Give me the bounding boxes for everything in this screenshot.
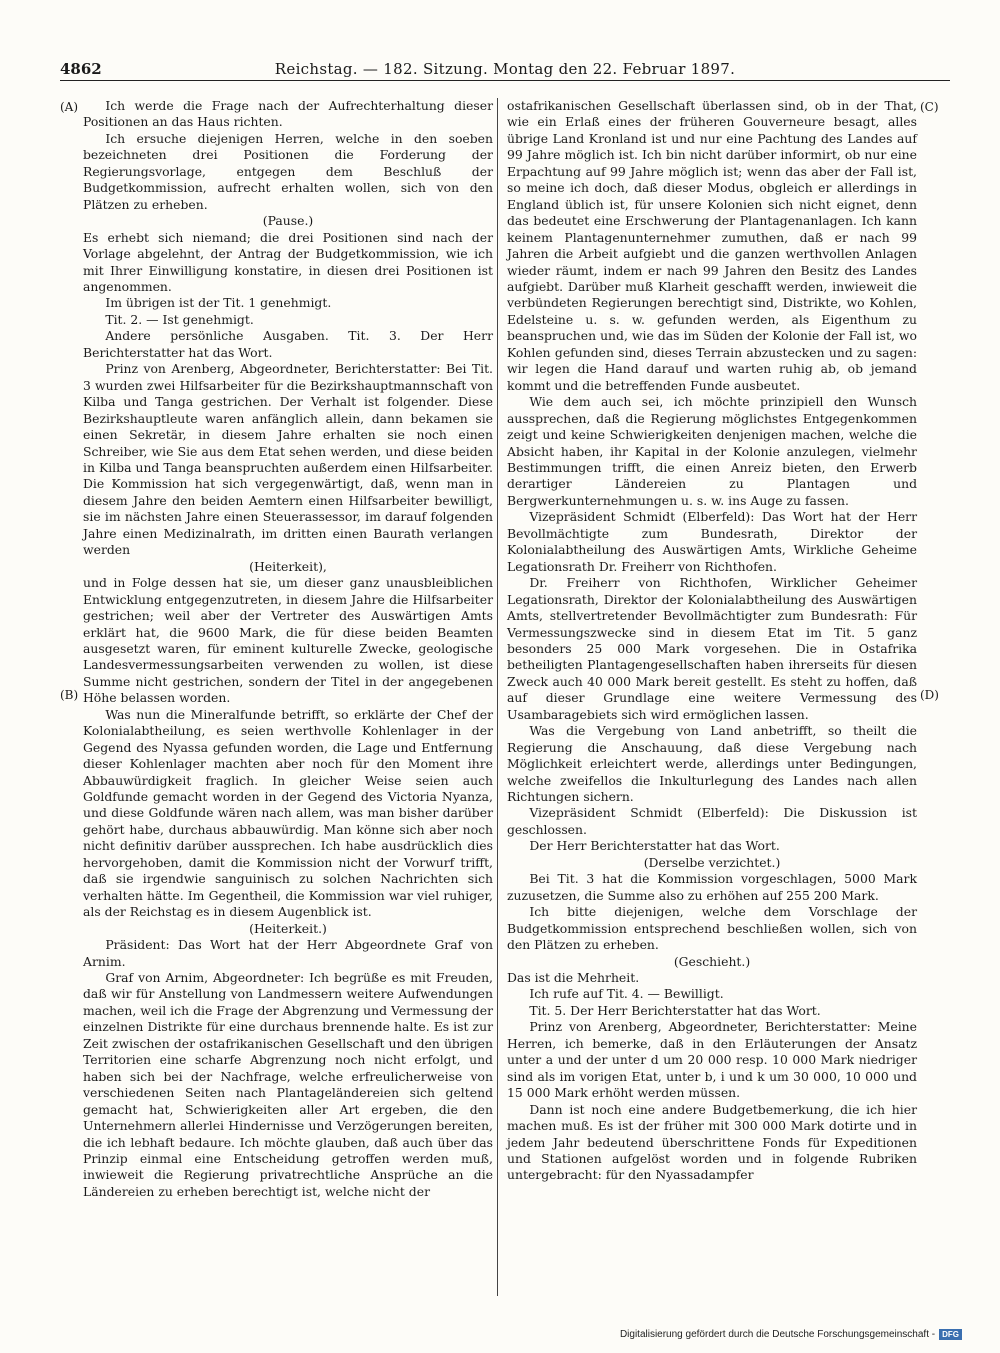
paragraph: Was nun die Mineralfunde betrifft, so erklärte der Chef der Kolonialabtheilung, es seien werthvolle Kohlenlager in der Gegend des Nyassa gefunden worden, die Lage und Entfernung dieser Kohlenlager machten aber noch für den Moment ihre Abbauwürdigkeit fraglich. In gleicher Weise seien auch Goldfunde gemacht worden in der Gegend des Victoria Nyanza, und diese Goldfunde wären nach allem, was man bisher darüber gehört habe, durchaus abbauwürdig. Man könne sich aber noch nicht definitiv darüber aussprechen. Ich habe ausdrücklich dies hervorgehoben, damit die Kommission nicht der Vorwurf trifft, daß sie irgendwie sanguinisch zu solchen Nachrichten sich verhalten hätte. Im Gegentheil, die Kommission war viel ruhiger, als der Reichstag es in diesem Augenblick ist. — [83, 706, 493, 920]
paragraph: Tit. 5. Der Herr Berichterstatter hat das Wort. — [529, 1002, 821, 1018]
paragraph: und in Folge dessen hat sie, um dieser ganz unausbleiblichen Entwicklung entgegenzutreten, in diesem Jahre die Hilfsarbeiter gestrichen; weil aber der Vertreter des Auswärtigen Amts erklärt hat, die 9600 Mark, die für diese beiden Beamten ausgesetzt waren, für eminent kulturelle Zwecke, geologische Landesvermessungsarbeiten verwenden zu wollen, ist diese Summe nicht gestrichen, sondern der Titel in der angegebenen Höhe belassen worden. — [83, 575, 493, 706]
margin-marker-b: (B) — [60, 688, 79, 702]
paragraph: Bei Tit. 3 hat die Kommission vorgeschlagen, 5000 Mark zuzusetzen, die Summe also zu erhöhen auf 255 200 Mark. — [507, 871, 917, 903]
paragraph: (Geschieht.) — [673, 953, 751, 969]
paragraph: Prinz von Arenberg, Abgeordneter, Berichterstatter: Meine Herren, ich bemerke, daß in den Erläuterungen der Ansatz unter a und der unter d um 20 000 resp. 10 000 Mark niedriger sind als im vorigen Etat, unter b, i und k um 30 000, 10 000 und 15 000 Mark erhöht werden müssen. — [507, 1019, 917, 1101]
paragraph: Es erhebt sich niemand; die drei Positionen sind nach der Vorlage abgelehnt, der Antrag der Budgetkommission, wie ich mit Ihrer Einwilligung konstatire, in diesen drei Positionen ist angenommen. — [83, 229, 493, 294]
footer — [620, 1329, 962, 1340]
page-number: 4862 — [60, 60, 102, 78]
paragraph: Im übrigen ist der Tit. 1 genehmigt. — [105, 295, 332, 311]
paragraph: (Pause.) — [262, 213, 314, 229]
paragraph: Ich bitte diejenigen, welche dem Vorschlage der Budgetkommission entsprechend beschließen wollen, sich von den Plätzen zu erheben. — [507, 904, 917, 953]
right-column — [507, 98, 917, 1184]
paragraph: Wie dem auch sei, ich möchte prinzipiell den Wunsch aussprechen, daß die Regierung möglichstes Entgegenkommen zeigt und keine Schwierigkeiten denjenigen machen, welche die Absicht haben, ihr Kapital in der Kolonie anzulegen, vielmehr Bestimmungen trifft, die einen Anreiz bieten, den Erwerb derartiger Ländereien zu Plantagen und Bergwerkunternehmungen u. s. w. ins Auge zu fassen. — [507, 394, 917, 508]
paragraph: (Heiterkeit.) — [249, 920, 327, 936]
paragraph: Präsident: Das Wort hat der Herr Abgeordnete Graf von Arnim. — [83, 937, 493, 969]
paragraph: ostafrikanischen Gesellschaft überlassen sind, ob in der That, wie ein Erlaß eines der früheren Gouverneure besagt, alles übrige Land Kronland ist und nur eine Pachtung des Landes auf 99 Jahre möglich ist. Ich bin nicht darüber informirt, ob nur eine Erpachtung auf 99 Jahre möglich ist; wenn das aber der Fall ist, so meine ich doch, daß dieser Modus, obgleich er allerdings in England üblich ist, für unsere Kolonien sich nicht eignet, denn das bedeutet eine Erschwerung der Plantagenanlagen. Ich kann keinem Plantagenunternehmer zumuthen, daß er nach 99 Jahren die Arbeit aufgiebt und die ganzen werthvollen Anlagen wieder räumt, indem er nach 99 Jahren den Besitz des Landes aufgiebt. Darüber muß Klarheit geschafft werden, inwieweit die verbündeten Regierungen berechtigt sind, Distrikte, wo Kohlen, Edelsteine u. s. w. gefunden werden, als Eigenthum zu beanspruchen und, wie das im Süden der Kolonie der Fall ist, wo Kohlen gefunden sind, dieses Terrain abzustecken und zu sagen: wir legen die Hand darauf und warten ruhig ab, ob jemand kommt und die betreffenden Funde ausbeutet. — [507, 98, 917, 393]
footer-credit: Digitalisierung gefördert durch die Deutsche Forschungsgemeinschaft - — [619, 1329, 936, 1340]
paragraph: Der Herr Berichterstatter hat das Wort. — [529, 838, 780, 854]
paragraph: Dann ist noch eine andere Budgetbemerkung, die ich hier machen muß. Es ist der früher mit 300 000 Mark dotirte und in jedem Jahr bedeutend überschrittene Fonds für Expeditionen und Stationen aufgelöst worden und in folgende Rubriken untergebracht: für den Nyassadampfer — [507, 1101, 917, 1183]
margin-marker-c: (C) — [920, 100, 939, 114]
paragraph: Vizepräsident Schmidt (Elberfeld): Das Wort hat der Herr Bevollmächtigte zum Bundesrath, Direktor der Kolonialabtheilung des Auswärtigen Amts, Wirkliche Geheime Legationsrath Dr. Freiherr von Richthofen. — [507, 509, 917, 574]
paragraph: Prinz von Arenberg, Abgeordneter, Berichterstatter: Bei Tit. 3 wurden zwei Hilfsarbeiter für die Bezirkshauptmannschaft von Kilba und Tanga gestrichen. Der Verhalt ist folgender. Diese Bezirkshauptleute waren anfänglich allein, dann bekamen sie einen Sekretär, in diesem Jahre erhalten sie noch einen Schreiber, wie Sie aus dem Etat sehen werden, und diese beiden in Kilba und Tanga beanspruchten außerdem einen Hilfsarbeiter. Die Kommission hat sich vergegenwärtigt, daß, wenn man in diesem Jahre den beiden Aemtern einen Hilfsarbeiter bewilligt, sie im nächsten Jahre einen Steuerassessor, im darauf folgenden Jahre einen Medizinalrath, im dritten einen Baurath verlangen werden — [83, 361, 493, 558]
paragraph: Ich werde die Frage nach der Aufrechterhaltung dieser Positionen an das Haus richten. — [83, 98, 493, 130]
paragraph: Was die Vergebung von Land anbetrifft, so theilt die Regierung die Anschauung, daß diese Vergebung nach Möglichkeit erleichtert werde, allerdings unter Bedingungen, welche zweifellos die Inkulturlegung des Landes nach allen Richtungen sichern. — [507, 723, 917, 805]
paragraph: Ich rufe auf Tit. 4. — Bewilligt. — [529, 986, 724, 1002]
paragraph: Dr. Freiherr von Richthofen, Wirklicher Geheimer Legationsrath, Direktor der Kolonialabtheilung des Auswärtigen Amts, stellvertretender Bevollmächtigter zum Bundesrath: Für Vermessungszwecke sind in diesem Etat im Tit. 5 ganz besonders 25 000 Mark vorgesehen. Die in Ostafrika betheiligten Plantagengesellschaften haben ihrerseits für diesen Zweck auch 40 000 Mark bereit gestellt. Es steht zu hoffen, daß auf dieser Grundlage eine weitere Vermessung des Usambaragebiets sich wird ermöglichen lassen. — [507, 575, 917, 722]
paragraph: Das ist die Mehrheit. — [507, 970, 640, 986]
paragraph: (Heiterkeit), — [249, 558, 327, 574]
paragraph: Ich ersuche diejenigen Herren, welche in den soeben bezeichneten drei Positionen die Forderung der Regierungsvorlage, entgegen dem Beschluß der Budgetkommission, aufrecht erhalten wollen, sich von den Plätzen zu erheben. — [83, 130, 493, 212]
paragraph: Andere persönliche Ausgaben. Tit. 3. Der Herr Berichterstatter hat das Wort. — [83, 328, 493, 360]
paragraph: Vizepräsident Schmidt (Elberfeld): Die Diskussion ist geschlossen. — [507, 805, 917, 837]
left-column — [83, 98, 493, 1200]
page-header — [60, 58, 950, 81]
margin-marker-a: (A) — [60, 100, 79, 114]
dfg-logo: DFG — [939, 1329, 962, 1340]
column-divider — [497, 98, 498, 1296]
paragraph: Tit. 2. — Ist genehmigt. — [105, 311, 254, 327]
page-title: Reichstag. — 182. Sitzung. Montag den 22. Februar 1897. — [274, 60, 736, 78]
paragraph: Graf von Arnim, Abgeordneter: Ich begrüße es mit Freuden, daß wir für Anstellung von Landmessern weitere Aufwendungen machen, weil ich die Frage der Abgrenzung und Vermessung der einzelnen Distrikte für eine durchaus brennende halte. Es ist zur Zeit zwischen der ostafrikanischen Gesellschaft und den übrigen Territorien eine scharfe Abgrenzung noch nicht erfolgt, und haben sich bei der Nachfrage, welche erfreulicherweise von verschiedenen Seiten nach Plantageländereien sich geltend gemacht hat, Schwierigkeiten aller Art ergeben, die den Unternehmern allerlei Hindernisse und Verzögerungen bereiten, die ich lebhaft bedaure. Ich möchte glauben, daß auch über das Prinzip einmal eine Entscheidung getroffen werden muß, inwieweit die Regierung privatrechtliche Ansprüche an die Ländereien zu erheben berechtigt ist, welche nicht der — [83, 970, 493, 1199]
paragraph: (Derselbe verzichtet.) — [643, 854, 781, 870]
margin-marker-d: (D) — [920, 688, 939, 702]
